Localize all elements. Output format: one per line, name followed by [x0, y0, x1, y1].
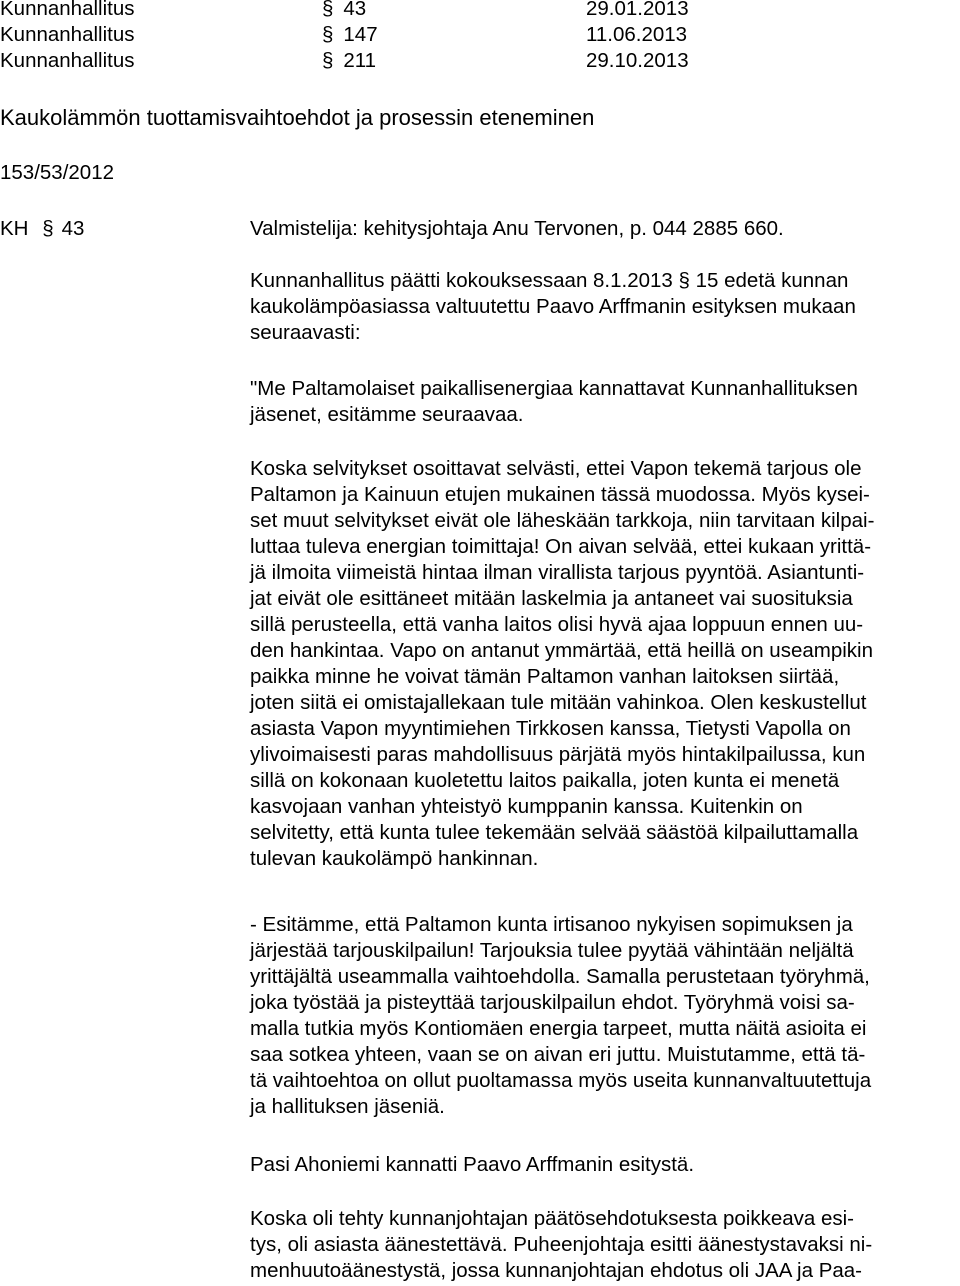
text-line: joten siitä ei omistajallekaan tule mitään vahinkoa. Olen keskustellut — [250, 691, 867, 714]
minutes-ref-section-number: 147 — [343, 23, 378, 46]
minutes-ref-section — [322, 48, 376, 74]
text-line: Kunnanhallitus päätti kokouksessaan 8.1.2013 § 15 edetä kunnan — [250, 269, 849, 292]
text-line: "Me Paltamolaiset paikallisenergiaa kannattavat Kunnanhallituksen — [250, 377, 858, 400]
section-sign: § — [322, 23, 334, 46]
text-line: ja hallituksen jäseniä. — [250, 1095, 445, 1118]
case-number: 153/53/2012 — [0, 161, 115, 184]
section-sign: § — [322, 0, 334, 20]
minutes-ref-section-number: 211 — [343, 49, 377, 72]
paragraph-decision-intro — [250, 268, 960, 346]
minutes-ref-row — [0, 48, 960, 74]
text-line: tulevan kaukolämpö hankinnan. — [250, 847, 539, 870]
minutes-ref-section — [322, 0, 366, 22]
paragraph-proposal — [250, 912, 960, 1120]
text-line: luttaa tuleva energian toimittaja! On aivan selvää, ettei kukaan yrittä- — [250, 535, 872, 558]
text-line: menhuutoäänestystä, jossa kunnanjohtajan ehdotus oli JAA ja Paa- — [250, 1259, 862, 1282]
text-line: ylivoimaisesti paras mahdollisuus pärjätä myös hintakilpailussa, kun — [250, 743, 866, 766]
text-line: Paltamon ja Kainuun etujen mukainen tässä muodossa. Myös kysei- — [250, 483, 870, 506]
paragraph-vote — [250, 1206, 960, 1284]
text-line: Koska oli tehty kunnanjohtajan päätösehdotuksesta poikkeava esi- — [250, 1207, 855, 1230]
section-sign: § — [42, 217, 54, 240]
minutes-ref-body: Kunnanhallitus — [0, 49, 135, 72]
text-line: joka työstää ja pisteyttää tarjouskilpailun ehdot. Työryhmä voisi sa- — [250, 991, 855, 1014]
text-line: asiasta Vapon myyntimiehen Tirkkosen kanssa, Tietysti Vapolla on — [250, 717, 851, 740]
minutes-ref-date: 29.10.2013 — [586, 49, 689, 72]
minutes-ref-row — [0, 0, 960, 22]
text-line: sillä perusteella, että vanha laitos olisi hyvä ajaa loppuun ennen uu- — [250, 613, 864, 636]
text-line: paikka minne he voivat tämän Paltamon vanhan laitoksen siirtää, — [250, 665, 840, 688]
text-line: tys, oli asiasta äänestettävä. Puheenjohtaja esitti äänestystavaksi ni- — [250, 1233, 873, 1256]
minutes-ref-body: Kunnanhallitus — [0, 0, 135, 20]
text-line: malla tutkia myös Kontiomäen energia tarpeet, mutta näitä asioita ei — [250, 1017, 867, 1040]
minutes-ref-date: 11.06.2013 — [586, 23, 688, 46]
minutes-ref-section — [322, 22, 378, 48]
text-line: kaukolämpöasiassa valtuutettu Paavo Arffmanin esityksen mukaan — [250, 295, 856, 318]
text-line: seuraavasti: — [250, 321, 361, 344]
text-line: jäsenet, esitämme seuraavaa. — [250, 403, 524, 426]
text-line: tä vaihtoehtoa on ollut puoltamassa myös useita kunnanvaltuutettuja — [250, 1069, 872, 1092]
text-line: jat eivät ole esittäneet mitään laskelmia ja antaneet vai suosituksia — [250, 587, 853, 610]
text-line: jä ilmoita viimeistä hintaa ilman virallista tarjous pyyntöä. Asiantunti- — [250, 561, 865, 584]
text-line: set muut selvitykset eivät ole läheskään tarkkoja, niin tarvitaan kilpai- — [250, 509, 875, 532]
text-line: järjestää tarjouskilpailun! Tarjouksia tulee pyytää vähintään neljältä — [250, 939, 854, 962]
text-line: saa sotkea yhteen, vaan se on aivan eri juttu. Muistutamme, että tä- — [250, 1043, 866, 1066]
text-line: selvitetty, että kunta tulee tekemään selvää säästöä kilpailuttamalla — [250, 821, 859, 844]
minutes-ref-section-number: 43 — [343, 0, 367, 20]
text-line: kasvojaan vanhan yhteistyö kumppanin kanssa. Kuitenkin on — [250, 795, 803, 818]
text-line: den hankintaa. Vapo on antanut ymmärtää, että heillä on useampikin — [250, 639, 873, 662]
text-line: - Esitämme, että Paltamon kunta irtisanoo nykyisen sopimuksen ja — [250, 913, 853, 936]
section-sign: § — [322, 49, 334, 72]
kh-section-label — [0, 216, 84, 242]
kh-section-number: 43 — [61, 217, 85, 240]
minutes-ref-body: Kunnanhallitus — [0, 23, 135, 46]
text-line: sillä on kokonaan kuoletettu laitos paikalla, joten kunta ei menetä — [250, 769, 840, 792]
document-title: Kaukolämmön tuottamisvaihtoehdot ja prosessin eteneminen — [0, 105, 595, 130]
paragraph-seconding — [250, 1152, 960, 1178]
paragraph-quote-intro — [250, 376, 960, 428]
preparer-info: Valmistelija: kehitysjohtaja Anu Tervonen, p. 044 2885 660. — [250, 217, 784, 240]
minutes-ref-row — [0, 22, 960, 48]
kh-label: KH — [0, 217, 29, 240]
paragraph-reasoning — [250, 456, 960, 872]
minutes-ref-date: 29.01.2013 — [586, 0, 689, 20]
text-line: yrittäjältä useammalla vaihtoehdolla. Samalla perustetaan työryhmä, — [250, 965, 870, 988]
text-line: Koska selvitykset osoittavat selvästi, ettei Vapon tekemä tarjous ole — [250, 457, 862, 480]
text-line: Pasi Ahoniemi kannatti Paavo Arffmanin esitystä. — [250, 1153, 695, 1176]
